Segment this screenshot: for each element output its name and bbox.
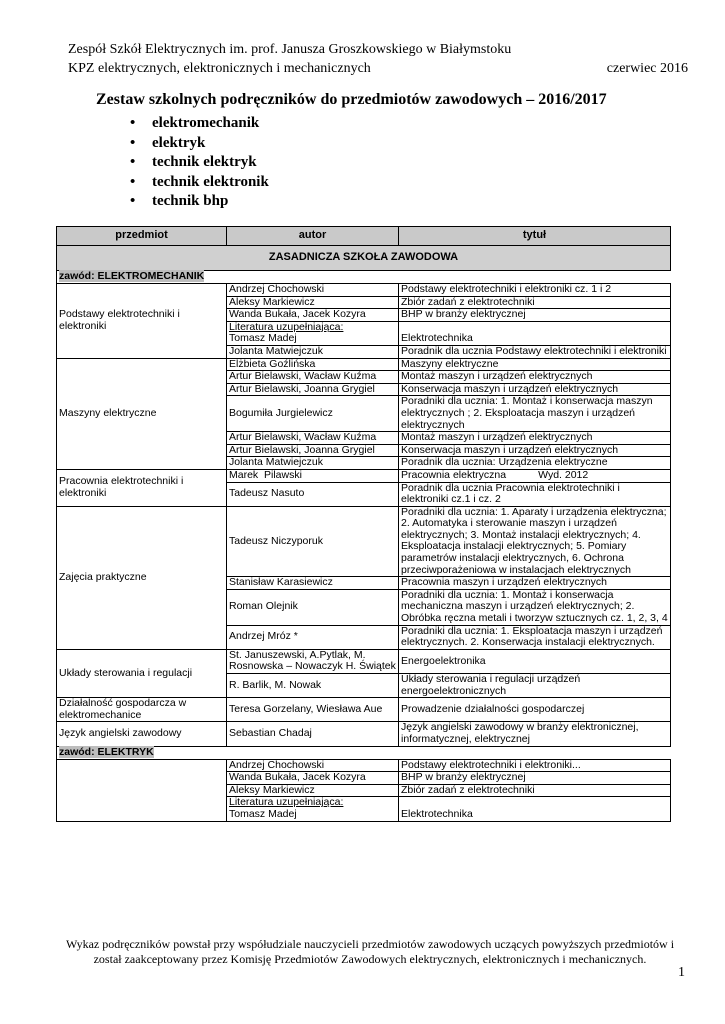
author-cell: Tadeusz Niczyporuk bbox=[227, 506, 399, 577]
title-cell: Pracownia elektryczna Wyd. 2012 bbox=[399, 469, 671, 482]
bullet-icon: • bbox=[130, 154, 136, 170]
title-cell: BHP w branży elektrycznej bbox=[399, 309, 671, 322]
bullet-icon: • bbox=[130, 115, 136, 131]
column-header: tytuł bbox=[399, 227, 671, 246]
subject-cell: Język angielski zawodowy bbox=[57, 722, 227, 746]
textbook-table bbox=[56, 226, 671, 822]
author-cell: Bogumiła Jurgielewicz bbox=[227, 396, 399, 432]
title-cell: Poradniki dla ucznia: 1. Montaż i konserwacja maszyn elektrycznych ; 2. Eksploatacja maszyn i urządzeń elektrycznych bbox=[399, 396, 671, 432]
profession-label: zawód: ELEKTROMECHANIK bbox=[59, 270, 205, 283]
page-header bbox=[68, 40, 688, 78]
table-header-row bbox=[57, 227, 671, 246]
title-cell: Montaż maszyn i urządzeń elektrycznych bbox=[399, 371, 671, 384]
title-cell: Poradniki dla ucznia: 1. Eksploatacja maszyn i urządzeń elektrycznych. 2. Konserwacja instalacji elektrycznych. bbox=[399, 625, 671, 649]
author-cell: Artur Bielawski, Joanna Grygiel bbox=[227, 383, 399, 396]
page-number: 1 bbox=[678, 965, 685, 980]
table-row bbox=[57, 649, 671, 673]
title-cell: Prowadzenie działalności gospodarczej bbox=[399, 698, 671, 722]
subject-cell bbox=[57, 759, 227, 821]
list-item: • technik elektronik bbox=[130, 173, 269, 193]
list-item: • technik bhp bbox=[130, 192, 269, 212]
supplementary-label: Literatura uzupełniająca: bbox=[229, 320, 344, 333]
author-cell: Literatura uzupełniająca: Tomasz Madej bbox=[227, 321, 399, 345]
title-cell: Poradnik dla ucznia: Urządzenia elektryczne bbox=[399, 457, 671, 470]
title-cell: Maszyny elektryczne bbox=[399, 358, 671, 371]
table-row bbox=[57, 469, 671, 482]
author-cell: Aleksy Markiewicz bbox=[227, 296, 399, 309]
title-cell: Poradnik dla ucznia Podstawy elektrotechniki i elektroniki bbox=[399, 345, 671, 358]
committee-name: KPZ elektrycznych, elektronicznych i mechanicznych bbox=[68, 61, 371, 76]
subject-cell: Maszyny elektryczne bbox=[57, 358, 227, 469]
column-header: autor bbox=[227, 227, 399, 246]
table-row bbox=[57, 759, 671, 772]
document-title: Zestaw szkolnych podręczników do przedmiotów zawodowych – 2016/2017 bbox=[96, 91, 607, 108]
school-name: Zespół Szkół Elektrycznych im. prof. Janusza Groszkowskiego w Białymstoku bbox=[68, 42, 512, 57]
title-cell: Elektrotechnika bbox=[399, 321, 671, 345]
author-cell: Aleksy Markiewicz bbox=[227, 784, 399, 797]
title-cell: Poradniki dla ucznia: 1. Aparaty i urządzenia elektryczna; 2. Automatyka i sterowanie maszyn i urządzeń elektrycznych; 3. Montaż instalacji elektrycznych; 4. Eksploatacja instalacji elektrycznych; 5. Pomiary parametrów instalacji elektrycznych, 6. Ochrona przeciwporażeniowa w instalacjach elektrycznych bbox=[399, 506, 671, 577]
author-cell: Tadeusz Nasuto bbox=[227, 482, 399, 506]
title-cell: Poradniki dla ucznia: 1. Montaż i konserwacja mechaniczna maszyn i urządzeń elektrycznych; 2. Obróbka ręczna metali i tworzyw sztucznych cz. 1, 2, 3, 4 bbox=[399, 589, 671, 625]
title-cell: Energoelektronika bbox=[399, 649, 671, 673]
author-cell: Wanda Bukała, Jacek Kozyra bbox=[227, 772, 399, 785]
author-cell: Andrzej Mróz * bbox=[227, 625, 399, 649]
title-cell: Pracownia maszyn i urządzeń elektrycznych bbox=[399, 577, 671, 590]
title-cell: BHP w branży elektrycznej bbox=[399, 772, 671, 785]
author-cell: Sebastian Chadaj bbox=[227, 722, 399, 746]
author-cell: Wanda Bukała, Jacek Kozyra bbox=[227, 309, 399, 322]
list-item: • elektromechanik bbox=[130, 114, 269, 134]
title-cell: Konserwacja maszyn i urządzeń elektrycznych bbox=[399, 383, 671, 396]
profession-list bbox=[130, 114, 269, 212]
list-item: • elektryk bbox=[130, 134, 269, 154]
subject-cell: Działalność gospodarcza w elektromechanice bbox=[57, 698, 227, 722]
title-cell: Podstawy elektrotechniki i elektroniki... bbox=[399, 759, 671, 772]
list-item: • technik elektryk bbox=[130, 153, 269, 173]
title-cell: Układy sterowania i regulacji urządzeń energoelektronicznych bbox=[399, 674, 671, 698]
author-cell: Literatura uzupełniająca: Tomasz Madej bbox=[227, 797, 399, 821]
title-cell: Konserwacja maszyn i urządzeń elektrycznych bbox=[399, 444, 671, 457]
title-cell: Zbiór zadań z elektrotechniki bbox=[399, 784, 671, 797]
author-cell: Artur Bielawski, Joanna Grygiel bbox=[227, 444, 399, 457]
subject-cell: Podstawy elektrotechniki i elektroniki bbox=[57, 284, 227, 359]
bullet-icon: • bbox=[130, 193, 136, 209]
title-cell: Poradnik dla ucznia Pracownia elektrotechniki i elektroniki cz.1 i cz. 2 bbox=[399, 482, 671, 506]
profession-row bbox=[57, 271, 671, 284]
title-cell: Elektrotechnika bbox=[399, 797, 671, 821]
author-cell: Teresa Gorzelany, Wiesława Aue bbox=[227, 698, 399, 722]
subject-cell: Zajęcia praktyczne bbox=[57, 506, 227, 649]
author-cell: Jolanta Matwiejczuk bbox=[227, 345, 399, 358]
section-title: ZASADNICZA SZKOŁA ZAWODOWA bbox=[57, 246, 671, 271]
table-row bbox=[57, 358, 671, 371]
table-row bbox=[57, 722, 671, 746]
subject-cell: Układy sterowania i regulacji bbox=[57, 649, 227, 697]
table-row bbox=[57, 698, 671, 722]
title-cell: Język angielski zawodowy w branży elektronicznej, informatycznej, elektrycznej bbox=[399, 722, 671, 746]
table-row bbox=[57, 506, 671, 577]
profession-label: zawód: ELEKTRYK bbox=[59, 745, 154, 758]
author-cell: Andrzej Chochowski bbox=[227, 284, 399, 297]
bullet-icon: • bbox=[130, 134, 136, 151]
footer-note: Wykaz podręczników powstał przy współudziale nauczycieli przedmiotów zawodowych uczących powyższych przedmiotów i został zaakceptowany przez Komisję Przedmiotów Zawodowych elektrycznych, elektronicznych i mechanicznych. bbox=[65, 937, 675, 966]
supplementary-label: Literatura uzupełniająca: bbox=[229, 796, 344, 809]
profession-row bbox=[57, 746, 671, 759]
bullet-icon: • bbox=[130, 173, 136, 190]
author-cell: Marek Pilawski bbox=[227, 469, 399, 482]
author-cell: Jolanta Matwiejczuk bbox=[227, 457, 399, 470]
subject-cell: Pracownia elektrotechniki i elektroniki bbox=[57, 469, 227, 506]
author-cell: St. Januszewski, A.Pytlak, M. Rosnowska – Nowaczyk H. Świątek bbox=[227, 649, 399, 673]
table-row bbox=[57, 284, 671, 297]
title-cell: Podstawy elektrotechniki i elektroniki cz. 1 i 2 bbox=[399, 284, 671, 297]
author-cell: Stanisław Karasiewicz bbox=[227, 577, 399, 590]
author-cell: Elżbieta Goźlińska bbox=[227, 358, 399, 371]
title-cell: Montaż maszyn i urządzeń elektrycznych bbox=[399, 432, 671, 445]
author-cell: R. Barlik, M. Nowak bbox=[227, 674, 399, 698]
title-cell: Zbiór zadań z elektrotechniki bbox=[399, 296, 671, 309]
author-cell: Artur Bielawski, Wacław Kuźma bbox=[227, 432, 399, 445]
author-cell: Roman Olejnik bbox=[227, 589, 399, 625]
header-date: czerwiec 2016 bbox=[606, 61, 688, 76]
column-header: przedmiot bbox=[57, 227, 227, 246]
author-cell: Andrzej Chochowski bbox=[227, 759, 399, 772]
author-cell: Artur Bielawski, Wacław Kuźma bbox=[227, 371, 399, 384]
section-row bbox=[57, 246, 671, 271]
